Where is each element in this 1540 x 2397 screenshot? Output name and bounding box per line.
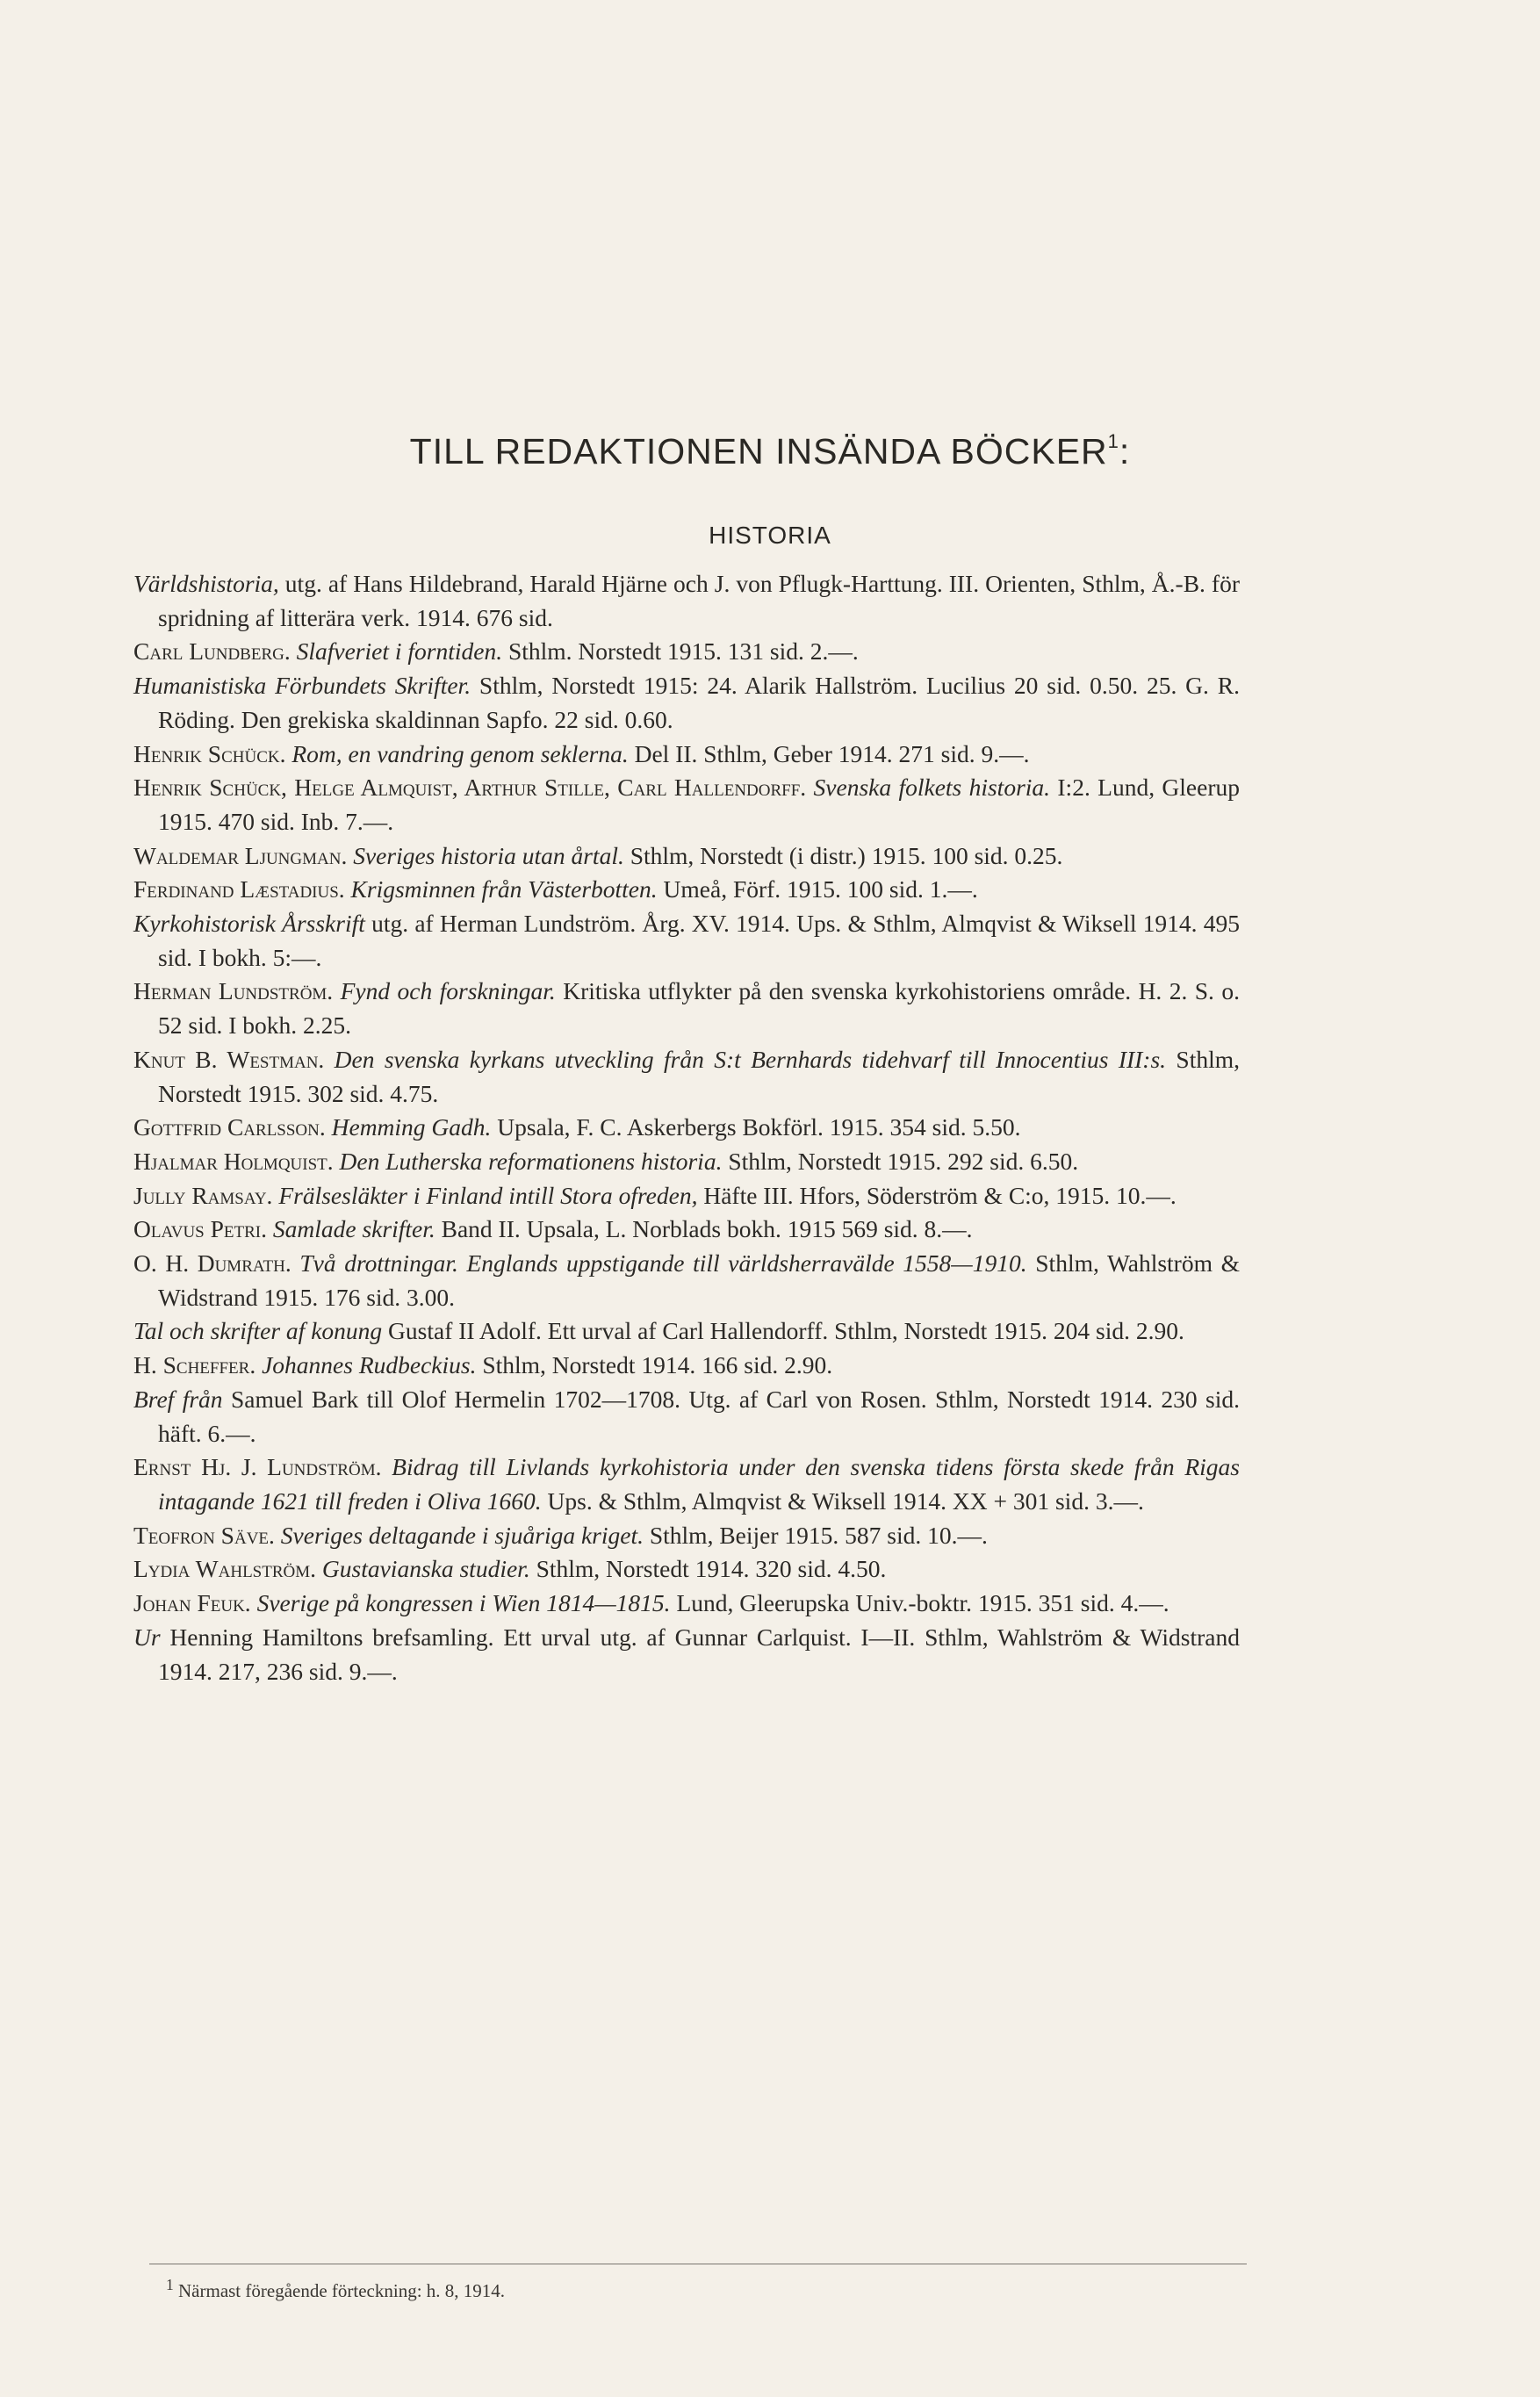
book-entry	[133, 975, 1240, 1042]
entry-author: Jully Ramsay.	[133, 1181, 273, 1209]
entry-details: Sthlm, Wahlström & Widstrand 1915. 176 sid. 3.00.	[158, 1249, 1240, 1311]
entry-author: Ernst Hj. J. Lundström.	[133, 1453, 382, 1481]
book-entry	[133, 1043, 1240, 1111]
entry-details: Sthlm, Norstedt 1915. 302 sid. 4.75.	[158, 1045, 1240, 1107]
entry-details: Ups. & Sthlm, Almqvist & Wiksell 1914. XX + 301 sid. 3.—.	[541, 1486, 1144, 1515]
footnote-text: Närmast föregående förteckning: h. 8, 1914.	[178, 2280, 506, 2301]
entry-title: Slafveriet i forntiden.	[290, 637, 503, 666]
book-entry	[133, 1519, 1240, 1553]
entry-author: Knut B. Westman.	[133, 1045, 325, 1073]
entry-details: I:2. Lund, Gleerup 1915. 470 sid. Inb. 7.—.	[158, 774, 1241, 835]
book-entry	[133, 669, 1240, 737]
entry-title: Krigsminnen från Västerbotten.	[344, 875, 658, 903]
book-entry	[133, 567, 1240, 635]
entry-author: Lydia Wahlström.	[133, 1555, 317, 1583]
entry-author: Waldemar Ljungman.	[133, 841, 348, 869]
entry-details: Gustaf II Adolf. Ett urval af Carl Hallendorff. Sthlm, Norstedt 1915. 204 sid. 2.90.	[382, 1317, 1184, 1345]
footnote	[166, 2276, 505, 2302]
entry-title: Kyrkohistorisk Årsskrift	[133, 910, 365, 938]
entry-title: Hemming Gadh.	[325, 1113, 492, 1141]
entry-details: Umeå, Förf. 1915. 100 sid. 1.—.	[657, 875, 978, 903]
book-entry	[133, 1111, 1240, 1145]
entry-title: Den svenska kyrkans utveckling från S:t Bernhards tidehvarf till Innocentius III:s.	[324, 1045, 1167, 1073]
page-title-colon: :	[1119, 431, 1131, 471]
entry-title: Den Lutherska reformationens historia.	[333, 1147, 723, 1175]
book-entry	[133, 1179, 1240, 1213]
entry-details: utg. af Herman Lundström. Årg. XV. 1914. Ups. & Sthlm, Almqvist & Wiksell 1914. 495 sid. I bokh. 5:—.	[158, 910, 1241, 971]
book-entry	[133, 635, 1240, 669]
entry-author: Hjalmar Holmquist.	[133, 1147, 334, 1175]
entry-title: Samlade skrifter.	[267, 1215, 435, 1243]
entry-title: Bref från	[133, 1385, 223, 1413]
page-title	[0, 430, 1540, 472]
entry-title: Två drottningar. Englands uppstigande till världsherravälde 1558—1910.	[291, 1249, 1027, 1278]
book-entry	[133, 839, 1240, 874]
entry-author: Henrik Schück.	[133, 739, 286, 767]
footnote-reference: 1	[1107, 430, 1119, 452]
entry-title: Ur	[133, 1623, 161, 1651]
entry-details: Samuel Bark till Olof Hermelin 1702—1708. Utg. af Carl von Rosen. Sthlm, Norstedt 1914. 230 sid. häft. 6.—.	[158, 1385, 1240, 1447]
footnote-marker: 1	[166, 2276, 174, 2293]
book-entry	[133, 1552, 1240, 1587]
entry-author: Herman Lundström.	[133, 977, 334, 1005]
entry-title: Fynd och forskningar.	[333, 977, 556, 1005]
book-entry	[133, 1450, 1240, 1518]
entry-author: Gottfrid Carlsson.	[133, 1113, 326, 1141]
book-entry	[133, 907, 1240, 975]
entry-details: Kritiska utflykter på den svenska kyrkohistoriens område. H. 2. S. o. 52 sid. I bokh. 2.25.	[158, 977, 1240, 1040]
book-entry	[133, 771, 1240, 839]
entry-title: Rom, en vandring genom seklerna.	[285, 739, 629, 767]
entry-details: Sthlm. Norstedt 1915. 131 sid. 2.—.	[502, 637, 859, 666]
entry-title: Sveriges historia utan årtal.	[347, 841, 624, 869]
entry-author: Carl Lundberg.	[133, 637, 291, 666]
entry-details: Häfte III. Hfors, Söderström & C:o, 1915. 10.—.	[697, 1181, 1177, 1209]
book-entry	[133, 1314, 1240, 1349]
entry-details: Sthlm, Norstedt 1915. 292 sid. 6.50.	[722, 1147, 1079, 1175]
book-entry	[133, 1349, 1240, 1383]
entry-details: utg. af Hans Hildebrand, Harald Hjärne och J. von Pflugk-Harttung. III. Orienten, Sthlm, Å.-B. för spridning af litterära verk. 1914. 676 sid.	[158, 570, 1240, 631]
entry-title: Frälsesläkter i Finland intill Stora ofreden,	[272, 1181, 698, 1209]
book-entry	[133, 1145, 1240, 1179]
entry-details: Sthlm, Beijer 1915. 587 sid. 10.—.	[643, 1521, 988, 1549]
entry-details: Sthlm, Norstedt 1914. 320 sid. 4.50.	[529, 1555, 887, 1583]
page-title-text: TILL REDAKTIONEN INSÄNDA BÖCKER	[409, 431, 1108, 471]
entry-author: Johan Feuk.	[133, 1589, 251, 1617]
entry-author: Teofron Säve.	[133, 1521, 275, 1549]
book-entry	[133, 1621, 1240, 1688]
entry-title: Världshistoria,	[133, 570, 279, 597]
book-entry	[133, 1247, 1240, 1314]
entry-title: Svenska folkets historia.	[806, 774, 1051, 802]
entry-title: Sveriges deltagande i sjuåriga kriget.	[274, 1521, 644, 1549]
entry-details: Sthlm, Norstedt 1914. 166 sid. 2.90.	[476, 1351, 833, 1379]
entry-details: Lund, Gleerupska Univ.-boktr. 1915. 351 sid. 4.—.	[670, 1589, 1169, 1617]
entry-title: Tal och skrifter af konung	[133, 1317, 383, 1345]
book-entry	[133, 1213, 1240, 1247]
section-heading: HISTORIA	[709, 522, 831, 549]
entry-author: H. Scheffer.	[133, 1351, 256, 1379]
book-list	[133, 567, 1240, 1688]
entry-details: Sthlm, Norstedt (i distr.) 1915. 100 sid. 0.25.	[623, 841, 1063, 869]
book-entry	[133, 1383, 1240, 1450]
entry-details: Upsala, F. C. Askerbergs Bokförl. 1915. 354 sid. 5.50.	[491, 1113, 1021, 1141]
entry-title: Humanistiska Förbundets Skrifter.	[133, 672, 471, 700]
book-entry	[133, 1587, 1240, 1621]
entry-title: Bidrag till Livlands kyrkohistoria under den svenska tidens första skede från Rigas intagande 1621 till freden i Oliva 1660.	[158, 1453, 1240, 1515]
entry-title: Gustavianska studier.	[316, 1555, 530, 1583]
entry-title: Johannes Rudbeckius.	[255, 1351, 477, 1379]
entry-details: Band II. Upsala, L. Norblads bokh. 1915 569 sid. 8.—.	[435, 1215, 973, 1243]
book-entry	[133, 738, 1240, 772]
entry-details: Henning Hamiltons brefsamling. Ett urval utg. af Gunnar Carlquist. I—II. Sthlm, Wahlström & Widstrand 1914. 217, 236 sid. 9.—.	[158, 1623, 1240, 1685]
entry-author: Henrik Schück, Helge Almquist, Arthur Stille, Carl Hallendorff.	[133, 774, 807, 802]
entry-author: Ferdinand Læstadius.	[133, 875, 345, 903]
book-entry	[133, 873, 1240, 907]
entry-title: Sverige på kongressen i Wien 1814—1815.	[250, 1589, 671, 1617]
entry-details: Del II. Sthlm, Geber 1914. 271 sid. 9.—.	[628, 739, 1030, 767]
entry-author: O. H. Dumrath.	[133, 1249, 291, 1278]
entry-details: Sthlm, Norstedt 1915: 24. Alarik Hallström. Lucilius 20 sid. 0.50. 25. G. R. Röding. Den grekiska skaldinnan Sapfo. 22 sid. 0.60.	[158, 672, 1240, 733]
entry-author: Olavus Petri.	[133, 1215, 268, 1243]
